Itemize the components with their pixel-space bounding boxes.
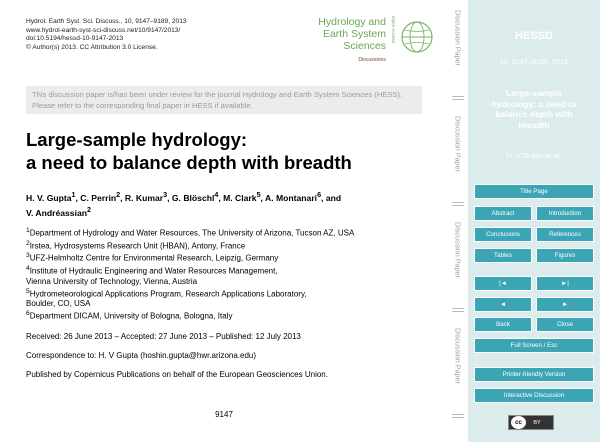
publication-dates: Received: 26 June 2013 – Accepted: 27 June 2013 – Published: 12 July 2013 [26, 332, 301, 341]
page-number: 9147 [215, 410, 233, 419]
affiliation-text: Hydrometeorological Applications Program, Research Applications Laboratory, [29, 289, 307, 299]
author: M. Clark [223, 192, 257, 203]
affiliation-item [26, 299, 438, 309]
introduction-button[interactable]: Introduction [536, 206, 594, 221]
citation-doi[interactable]: doi:10.5194/hessd-10-9147-2013 [26, 35, 124, 42]
sidebar-title-line: Large-sample [506, 88, 562, 98]
author: C. Perrin [80, 192, 117, 203]
affiliation-sup: 5 [26, 287, 30, 295]
author: H. V. Gupta [26, 192, 72, 203]
affiliation-text: Department DICAM, University of Bologna, Bologna, Italy [29, 311, 233, 321]
citation-url[interactable]: www.hydrol-earth-syst-sci-discuss.net/10/9147/2013/ [26, 26, 181, 34]
gutter-separator [452, 96, 464, 100]
author: V. Andréassian [26, 208, 87, 219]
references-button[interactable]: References [536, 227, 594, 242]
affiliation-item [26, 287, 438, 300]
affiliation-text: Vienna University of Technology, Vienna, Austria [26, 276, 198, 286]
gutter-label: Discussion Paper [453, 222, 463, 278]
author-affil-sup: 5 [256, 191, 261, 199]
journal-logo-line1: Hydrology and [318, 16, 386, 28]
discussion-paper-gutter [448, 0, 468, 442]
fullscreen-button[interactable]: Full Screen / Esc [474, 338, 594, 353]
citation-journal: Hydrol. Earth Syst. Sci. Discuss., 10, 9147–9189, 2013 [26, 18, 187, 25]
correspondence[interactable]: Correspondence to: H. V Gupta (hoshin.gupta@hwr.arizona.edu) [26, 351, 257, 360]
affiliation-text: Boulder, CO, USA [26, 299, 91, 309]
interactive-discussion-button[interactable]: Interactive Discussion [474, 388, 594, 403]
affiliation-sup: 2 [26, 239, 30, 247]
gutter-label: Discussion Paper [453, 116, 463, 172]
tables-button[interactable]: Tables [474, 248, 532, 263]
globe-icon [400, 20, 434, 54]
sidebar-journal: HESSD [515, 30, 553, 42]
affiliation-text: UFZ-Helmholtz Centre for Environmental Research, Leipzig, Germany [29, 253, 279, 263]
sidebar-title [468, 88, 600, 130]
affiliation-item [26, 239, 438, 252]
citation-license: © Author(s) 2013. CC Attribution 3.0 License. [26, 43, 158, 51]
figures-button[interactable]: Figures [536, 248, 594, 263]
journal-logo-line3: Sciences [343, 40, 386, 52]
sidebar-title-line: breadth [518, 119, 550, 130]
abstract-button[interactable]: Abstract [474, 206, 532, 221]
affiliation-list [26, 226, 438, 322]
author-affil-sup: 2 [116, 191, 121, 199]
journal-logo-discussions: Discussions [358, 57, 386, 63]
affiliation-item [26, 226, 438, 239]
next-page-button[interactable]: ► [536, 297, 594, 312]
conclusions-button[interactable]: Conclusions [474, 227, 532, 242]
author-affil-sup: 3 [163, 191, 168, 199]
back-button[interactable]: Back [474, 317, 532, 332]
author: G. Blöschl [171, 192, 215, 203]
gutter-separator [452, 414, 464, 418]
author-affil-sup: 6 [317, 191, 322, 199]
gutter-label: Discussion Paper [453, 328, 463, 384]
author-list: H. V. Gupta$^1$, C. Perrin$^2$, R. Kumar$^3$, G. Blöschl$^4$, M. Clark$^5$, A. Montanari$^6$, and V. Andréassian$^2$ [26, 191, 342, 219]
affiliation-sup: 6 [26, 310, 30, 318]
gutter-separator [452, 308, 464, 312]
affiliation-item [26, 251, 438, 264]
printer-friendly-button[interactable]: Printer-friendly Version [474, 367, 594, 382]
affiliation-item [26, 277, 438, 287]
gutter-separator [452, 202, 464, 206]
affiliation-item [26, 309, 438, 322]
by-icon: BY [533, 419, 541, 426]
review-notice: This discussion paper is/has been under review for the journal Hydrology and Earth System Sciences (HESS). Please refer to the corresponding final paper in HESS if available. [26, 86, 422, 114]
journal-logo-line2: Earth System [322, 28, 386, 40]
publisher-note: Published by Copernicus Publications on behalf of the European Geosciences Union. [26, 370, 328, 379]
cc-license-badge[interactable] [508, 415, 554, 430]
prev-page-button[interactable]: ◄ [474, 297, 532, 312]
sidebar-title-line: balance depth with [495, 109, 573, 119]
navigation-sidebar [468, 0, 600, 442]
title-line-1: Large-sample hydrology: [26, 129, 248, 150]
sidebar-author: H. V Gupta et al. [506, 151, 562, 160]
title-line-2: a need to balance depth with breadth [26, 152, 352, 173]
affiliation-text: Institute of Hydraulic Engineering and Water Resources Management, [29, 266, 278, 276]
open-access-label: Open Access [391, 16, 396, 44]
journal-logo [318, 14, 436, 74]
title-page-button[interactable]: Title Page [474, 184, 594, 199]
author: R. Kumar [124, 192, 164, 203]
affiliation-sup: 4 [26, 264, 30, 272]
affiliation-sup: 3 [26, 252, 30, 260]
author: A. Montanari [265, 192, 318, 203]
close-button[interactable]: Close [536, 317, 594, 332]
affiliation-item [26, 264, 438, 277]
author-affil-sup: 4 [214, 191, 219, 199]
cc-icon: cc [511, 416, 526, 429]
affiliation-sup: 1 [26, 227, 30, 234]
paper-title [26, 128, 436, 174]
gutter-label: Discussion Paper [453, 10, 463, 66]
sidebar-title-line: hydrology: a need to [491, 98, 577, 109]
author-affil-sup: 2 [86, 206, 91, 215]
author-conjunction: and [325, 192, 342, 203]
sidebar-reference: 10, 9147–9189, 2013 [500, 57, 568, 66]
last-page-button[interactable]: ►| [536, 276, 594, 291]
citation-block [26, 18, 187, 52]
author-affil-sup: 1 [71, 191, 76, 199]
first-page-button[interactable]: |◄ [474, 276, 532, 291]
affiliation-text: Irstea, Hydrosystems Research Unit (HBAN), Antony, France [29, 241, 246, 251]
affiliation-text: Department of Hydrology and Water Resources, The University of Arizona, Tucson AZ, USA [29, 228, 355, 238]
